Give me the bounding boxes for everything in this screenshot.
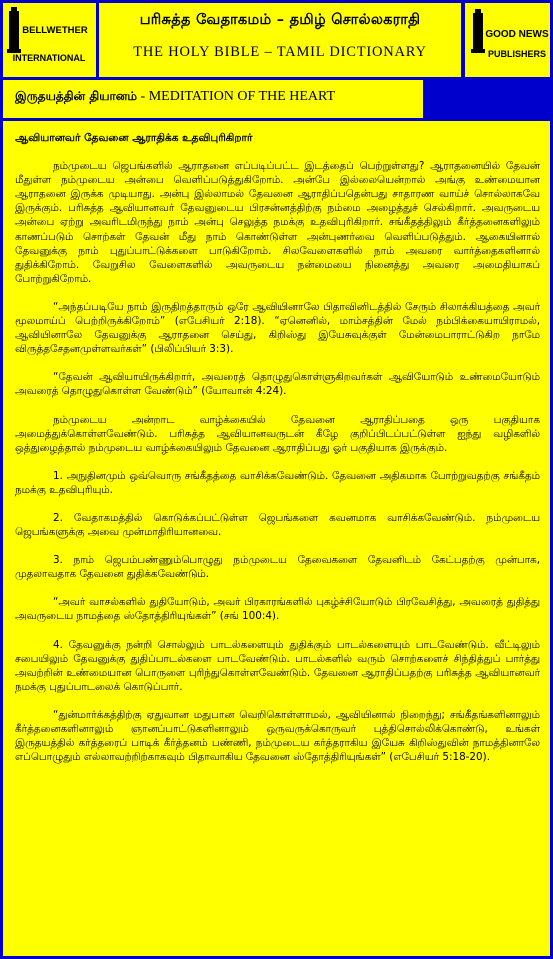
section-title-tamil: இருதயத்தின் தியானம் (15, 89, 138, 103)
content-body (3, 121, 550, 956)
paragraph-quote-ephesians: “துன்மார்க்கத்திற்கு ஏதுவான மதுபான வெறிகொள்ளாமல், ஆவியினால் நிறைந்து; சங்கீதங்களினாலும் கீர்த்தனைகளினாலும் ஞானப்பாட்டுகளினாலும் ஒருவருக்கொருவர் புத்திசொல்லிக்கொண்டு, உங்கள் இருதயத்தில் கர்த்தரைப் பாடிக் கீர்த்தனம் பண்ணி, நம்முடைய கர்த்தராகிய இயேசு கிறிஸ்துவின் நாமத்தினாலே எப்பொழுதும் எல்லாவற்றிற்காகவும் பிதாவாகிய தேவனை ஸ்தோத்திரியுங்கள்” (எபேசியர் 5:18-20). (15, 708, 540, 764)
bellwether-logo (3, 3, 96, 77)
section-title-english: MEDITATION OF THE HEART (148, 89, 336, 104)
logo-text-top: GOOD NEWS (485, 29, 549, 40)
header-title (99, 3, 461, 77)
paragraph-1: நம்முடைய ஜெபங்களில் ஆராதனை எப்படிப்பட்ட இடத்தைப் பெற்றுள்ளது? ஆராதனையில் தேவன் மீதுள்ள நம்முடைய அன்பை வெளிப்படுத்துகிறோம். அன்பே இல்லையென்றால் அங்கு உண்மையான ஆராதனை இருக்க முடியாது. அன்பு இல்லாமல் தேவனை ஆராதிப்பதென்பது சாதாரண வாய்ச் சொல்லாகவே இருக்கும். பரிசுத்த ஆவியானவர் தேவனுடைய பிரசன்னத்திற்கு நம்மை அழைத்துச் செல்கிறார். அவருடைய அன்பை ஏற்று அவரிடமிருந்து நாம் அன்பு செலுத்த நமக்கு உதவிபுரிகிறார். சங்கீதத்திலும் கீர்த்தனைகளிலும் காணப்படும் சொற்கள் தேவன் மீது நாம் கொண்டுள்ள அன்புணர்வை வெளிப்படுத்தும். ஆகையினால் தேவனுக்கு நாம் புதுப்பாட்டுக்களை பாடுகிறோம். சிலவேளைகளில் நாம் அவரை வார்த்தைகளினால் துதிக்கிறோம். வேறுசில வேளைகளில் அவருடைய நன்மையை நினைத்து அவரை அமைதியாகப் போற்றுகிறோம். (15, 160, 540, 285)
paragraph-quote-psalm: “அவர் வாசல்களில் துதியோடும், அவர் பிரகாரங்களில் புகழ்ச்சியோடும் பிரவேசித்து, அவரைத் துதித்து அவருடைய நாமத்தை ஸ்தோத்திரியுங்கள்” (சங் 100:4). (15, 596, 540, 623)
content-heading: ஆவியானவர் தேவனை ஆராதிக்க உதவிபுரிகிறார் (15, 132, 253, 144)
title-english: THE HOLY BIBLE – TAMIL DICTIONARY (133, 44, 427, 60)
good-news-logo-icon (465, 3, 550, 77)
paragraph-4: நம்முடைய அன்றாட வாழ்க்கையில் தேவனை ஆராதிப்பதை ஒரு பகுதியாக அமைத்துக்கொள்ளவேண்டும். பரிசுத்த ஆவியானவருடன் கீழே குறிப்பிடப்பட்டுள்ள ஐந்து வழிகளில் ஒத்துழைத்தால் நம்முடைய வாழ்க்கையிலும் தேவனை ஆராதிப்பது ஓர் பகுதியாக இருக்கும். (15, 413, 540, 454)
section-title (3, 80, 426, 118)
paragraph-2: “அந்தப்படியே நாம் இருதிறத்தாரும் ஒரே ஆவியினாலே பிதாவினிடத்தில் சேரும் சிலாக்கியத்தை அவர் மூலமாய்ப் பெற்றிருக்கிறோம்” (எபேசியர் 2:18). “ஏனெனில், மாம்சத்தின் மேல் நம்பிக்கையாயிராமல், ஆவியினாலே தேவனுக்கு ஆராதனை செய்து, கிறிஸ்து இயேசுவுக்குள் மேன்மைபாராட்டுகிற நாமே விருத்தசேதனமுள்ளவர்கள்” (பிலிப்பியர் 3:3). (15, 300, 540, 356)
list-item-1: 1. அநுதினமும் ஒவ்வொரு சங்கீதத்தை வாசிக்கவேண்டும். தேவனை அதிகமாக போற்றுவதற்கு சங்கீதம் நமக்கு உதவிபுரியும். (15, 469, 540, 496)
list-item-2: 2. வேதாகமத்தில் கொடுக்கப்பட்டுள்ள ஜெபங்களை கவனமாக வாசிக்கவேண்டும். நம்முடைய ஜெபங்களுக்கு அவை முன்மாதிரியானவை. (15, 511, 540, 539)
bellwether-logo-icon (3, 3, 96, 77)
logo-text-bottom: INTERNATIONAL (12, 53, 86, 63)
paragraph-3: “தேவன் ஆவியாயிருக்கிறார், அவரைத் தொழுதுகொள்ளுகிறவர்கள் ஆவியோடும் உண்மையோடும் அவரைத் தொழுதுகொள்ள வேண்டும்” (யோவான் 4:24). (15, 371, 540, 398)
section-separator: - (137, 89, 149, 104)
list-item-3: 3. நாம் ஜெபம்பண்ணும்பொழுது நம்முடைய தேவைகளை தேவனிடம் கேட்பதற்கு முன்பாக, முதலாவதாக தேவனை துதிக்கவேண்டும். (15, 554, 540, 581)
logo-text-bottom: PUBLISHERS (487, 49, 547, 59)
title-tamil: பரிசுத்த வேதாகமம் – தமிழ் சொல்லகராதி (139, 11, 421, 28)
list-item-4: 4. தேவனுக்கு நன்றி சொல்லும் பாடல்களையும் துதிக்கும் பாடல்களையும் பாடவேண்டும். வீட்டிலும் சபையிலும் தேவனுக்கு துதிப்பாடல்களை பாடவேண்டும். பாடல்களில் வரும் சொற்களைச் சிந்தித்துப் பார்த்து அவற்றின் உண்மையான பொருளை புரிந்துகொள்ளவேண்டும். தேவனை ஆராதிப்பதற்கு பரிசுத்த ஆவியானவர் நமக்கு புதுப்பாடலைக் கொடுப்பார். (15, 638, 540, 693)
good-news-logo (465, 3, 550, 77)
logo-text-top: BELLWETHER (22, 25, 88, 36)
